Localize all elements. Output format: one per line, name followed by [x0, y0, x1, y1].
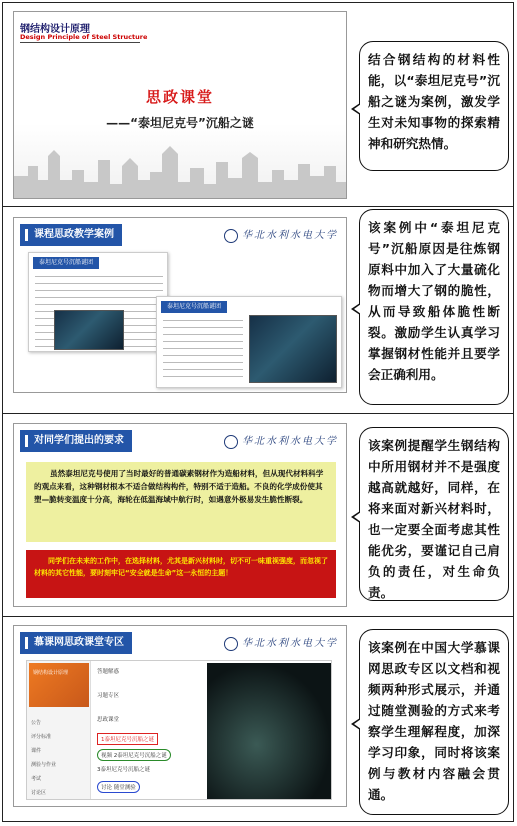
course-title-en: Design Principle of Steel Structure [20, 33, 148, 41]
slide-header: 慕课网思政课堂专区 [20, 632, 132, 654]
row-divider [3, 413, 513, 414]
page-frame [2, 2, 514, 822]
note-callout-1: 结合钢结构的材料性能，以“泰坦尼克号”沉船之谜为案例，激发学生对未知事物的探索精神和研究热情。 [359, 41, 509, 171]
card-text [163, 317, 243, 381]
body-text: 虽然泰坦尼克号使用了当时最好的普通碳素钢材作为造船材料，但从现代材料科学的观点来看，这种钢材根本不适合做结构构件，特别不适于造船。不良的化学成份使其塑—脆转变温度十分高，海轮在低温海域中航行时，如遇意外极易发生脆性断裂。 [26, 462, 336, 542]
mooc-list-item[interactable]: 讨论 随堂测验 [97, 781, 140, 793]
slide-requirements [13, 423, 347, 607]
highlight-text: 同学们在未来的工作中，在选择材料，尤其是新兴材料时，切不可一味重视强度，而忽视了材料的其它性能，要时刻牢记“安全就是生命”这一永恒的主题！ [26, 550, 336, 598]
university-logo: 华北水利水电大学 [224, 226, 338, 243]
mooc-nav-item[interactable]: 公告 [31, 720, 42, 726]
city-skyline-image [14, 136, 347, 198]
mooc-sidebar [27, 661, 91, 799]
mooc-screenshot [26, 660, 332, 800]
mooc-nav-item[interactable]: 讨论区 [31, 790, 47, 796]
university-badge-icon [224, 637, 238, 651]
note-callout-3: 该案例提醒学生钢结构中所用钢材并不是强度越高就越好，同样，在将来面对新兴材料时，也一定要全面考虑其性能优劣，要谨记自己肩负的责任，对生命负责。 [359, 427, 509, 601]
university-logo: 华北水利水电大学 [224, 634, 338, 651]
university-logo: 华北水利水电大学 [224, 432, 338, 449]
title-underline [20, 42, 140, 43]
row-divider [3, 616, 513, 617]
subtitle: ——“泰坦尼克号”沉船之谜 [106, 116, 254, 130]
main-title: 思政课堂 [145, 88, 214, 106]
university-badge-icon [224, 229, 238, 243]
mooc-nav-item[interactable]: 课件 [31, 748, 42, 754]
mooc-list-item[interactable]: 视频 2泰坦尼克号沉船之谜 [97, 749, 171, 761]
mooc-list-item[interactable]: 习题专区 [97, 693, 120, 699]
row-divider [3, 206, 513, 207]
slide-title [13, 11, 347, 199]
mooc-list-item[interactable]: 3泰坦尼克号沉船之谜 [97, 767, 150, 773]
course-cover: 钢结构设计原理 [29, 663, 89, 707]
mooc-nav-item[interactable]: 测验与作业 [31, 762, 57, 768]
note-callout-4: 该案例在中国大学慕课网思政专区以文档和视频两种形式展示，并通过随堂测验的方式来考察学生理解程度，加深学习印象，同时将该案例与教材内容融会贯通。 [359, 629, 509, 815]
slide-case [13, 217, 347, 393]
note-callout-2: 该案例中“泰坦尼克号”沉船原因是往炼钢原料中加入了大量硫化物而增大了钢的脆性，从而导致船体脆性断裂。激励学生认真学习掌握钢材性能并且要学会正确利用。 [359, 209, 509, 405]
shipwreck-image [249, 315, 337, 383]
mooc-list-item[interactable]: 答题解惑 [97, 669, 120, 675]
case-card-b [156, 296, 342, 388]
course-title: 钢结构设计原理 [20, 24, 90, 35]
titanic-image [54, 310, 124, 350]
mooc-nav-item[interactable]: 评分标准 [31, 734, 52, 740]
university-badge-icon [224, 435, 238, 449]
slide-header: 对同学们提出的要求 [20, 430, 132, 452]
card-header: 泰坦尼克号沉船谜团 [161, 301, 227, 313]
card-header: 泰坦尼克号沉船谜团 [33, 257, 99, 269]
mooc-nav-item[interactable]: 考试 [31, 776, 42, 782]
mooc-list-item[interactable]: 思政课堂 [97, 717, 120, 723]
slide-header: 课程思政教学案例 [20, 224, 122, 246]
mooc-content-list [93, 661, 203, 799]
video-player[interactable] [207, 663, 331, 799]
slide-mooc [13, 625, 347, 807]
mooc-list-item[interactable]: 1泰坦尼克号沉船之谜 [97, 733, 158, 745]
